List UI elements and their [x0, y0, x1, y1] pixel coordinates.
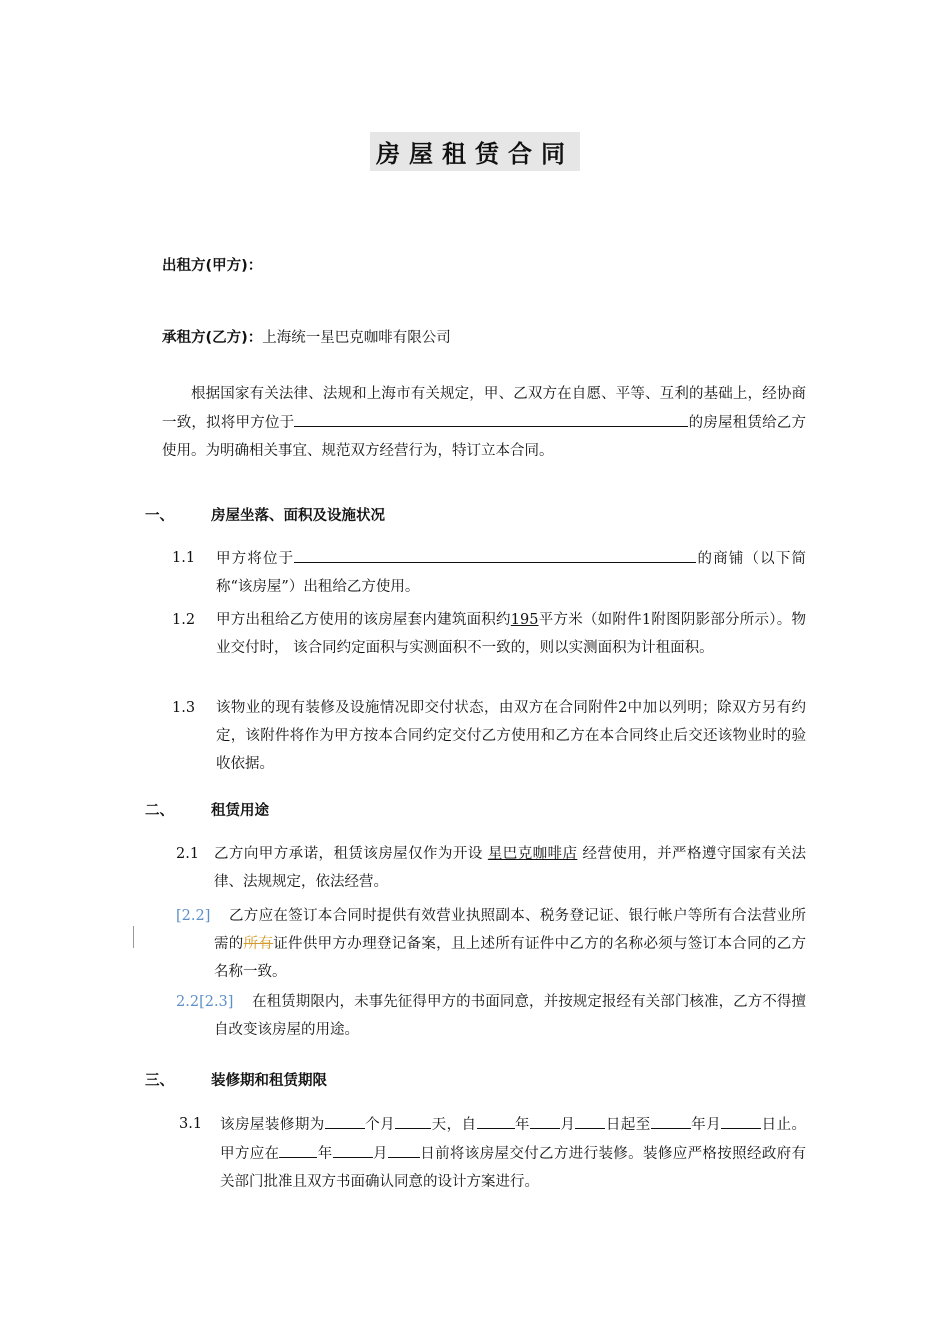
lessor-label: 出租方(甲方)：	[162, 258, 263, 274]
start-year-blank[interactable]	[477, 1110, 515, 1129]
clause-1-2	[216, 606, 806, 662]
clause-2-3: 在租赁期限内，未事先征得甲方的书面同意，并按规定报经有关部门核准，乙方不得擅自改变该房屋的用途。	[214, 994, 806, 1038]
c31-t4: 年	[514, 1117, 530, 1133]
clause-1-2-text-post: 平方米（如附件1附图阴影部分所示）。物业交付时， 该合同约定面积与实测面积不一致的，则以实测面积为计租面积。	[216, 612, 807, 656]
section-1-number: 一、	[145, 508, 174, 524]
intro-text-2: 的房屋租赁给乙方使用。为明确相关事宜、规范双方经营行为，特订立本合同。	[162, 415, 807, 459]
clause-1-1-text-post: 的商铺（以下简称“该房屋”）出租给乙方使用。	[216, 551, 807, 595]
section-2-title: 租赁用途	[211, 803, 269, 819]
c31-t2: 个月	[364, 1117, 396, 1133]
lessee-label: 承租方(乙方)：	[162, 330, 263, 346]
lessee-value: 上海统一星巴克咖啡有限公司	[262, 330, 451, 346]
clause-2-3-revised-number: [2.3]	[199, 994, 234, 1010]
clause-2-1-text-pre: 乙方向甲方承诺，租赁该房屋仅作为开设	[214, 846, 483, 862]
clause-2-2-text-pre: 乙方应在签订本合同时提供有效营业执照副本、税务登记证、银行帐户等所有合法营业所需的	[214, 908, 806, 952]
document-title	[0, 132, 950, 171]
clause-2-2-text-post: 证件供甲方办理登记备案，且上述所有证件中乙方的名称必须与签订本合同的乙方名称一致。	[214, 936, 807, 980]
c31-t10: 年	[317, 1146, 333, 1162]
section-1-title: 房屋坐落、面积及设施状况	[211, 508, 385, 524]
clause-2-2-revision-number: [2.2]	[176, 908, 211, 924]
lessee-line	[162, 324, 812, 352]
days-blank[interactable]	[395, 1110, 431, 1129]
clause-2-1-text-post: 经营使用，并严格遵守国家有关法律、法规规定，依法经营。	[214, 846, 807, 890]
clause-2-1	[214, 840, 806, 896]
end-year-blank[interactable]	[651, 1110, 691, 1129]
clause-1-1-number: 1.1	[172, 550, 196, 566]
clause-2-1-number: 2.1	[176, 846, 200, 862]
section-3-number: 三、	[145, 1073, 174, 1089]
c31-t3: 天，自	[431, 1117, 477, 1133]
business-name: 星巴克咖啡店	[487, 846, 578, 862]
handover-day-blank[interactable]	[388, 1139, 420, 1158]
shop-address-blank[interactable]	[294, 544, 696, 563]
c31-t12: 日前将该房屋交付乙方进行装修。装修应严格按照经政府有 关部门批准且双方书面确认同意的设计方案进行。	[220, 1146, 807, 1190]
revision-margin-bar	[133, 926, 134, 948]
deleted-text: 所有	[243, 936, 274, 952]
intro-text-1: 根据国家有关法律、法规和上海市有关规定，甲、乙双方在自愿、平等、互利的基础上，经协商一致，拟将甲方位于	[162, 386, 806, 431]
clause-2-2	[214, 902, 806, 986]
c31-t8: 月	[706, 1117, 722, 1133]
clause-1-3: 该物业的现有装修及设施情况即交付状态，由双方在合同附件2中加以列明；除双方另有约定，该附件将作为甲方按本合同约定交付乙方使用和乙方在本合同终止后交还该物业时的验收依据。	[216, 700, 806, 772]
clause-3-1	[220, 1110, 806, 1196]
c31-t7: 年	[690, 1117, 707, 1133]
clause-2-3-old-number: 2.2	[176, 994, 200, 1010]
lessor-line	[162, 252, 812, 280]
start-day-blank[interactable]	[575, 1110, 605, 1129]
title-text: 房屋租赁合同	[370, 132, 580, 171]
c31-t1: 该房屋装修期为	[220, 1117, 325, 1133]
section-3-title: 装修期和租赁期限	[211, 1073, 327, 1089]
clause-1-3-number: 1.3	[172, 700, 196, 716]
handover-month-blank[interactable]	[333, 1139, 373, 1158]
intro-paragraph	[162, 380, 806, 465]
c31-t5: 月	[559, 1117, 576, 1133]
address-blank[interactable]	[294, 408, 688, 427]
clause-1-2-text-pre: 甲方出租给乙方使用的该房屋套内建筑面积约	[216, 612, 511, 628]
c31-t11: 月	[372, 1146, 388, 1162]
clause-1-1	[216, 544, 806, 601]
months-blank[interactable]	[325, 1110, 365, 1129]
start-month-blank[interactable]	[530, 1110, 560, 1129]
handover-year-blank[interactable]	[279, 1139, 317, 1158]
c31-t6: 日起至	[605, 1117, 651, 1133]
section-2-number: 二、	[145, 803, 174, 819]
clause-1-1-text-pre: 甲方将位于	[216, 551, 295, 567]
end-day-blank[interactable]	[721, 1110, 761, 1129]
c31-t9: 日止。甲方应在	[220, 1117, 807, 1162]
clause-1-2-number: 1.2	[172, 612, 196, 628]
clause-3-1-number: 3.1	[179, 1116, 203, 1132]
area-value: 195	[510, 612, 539, 628]
